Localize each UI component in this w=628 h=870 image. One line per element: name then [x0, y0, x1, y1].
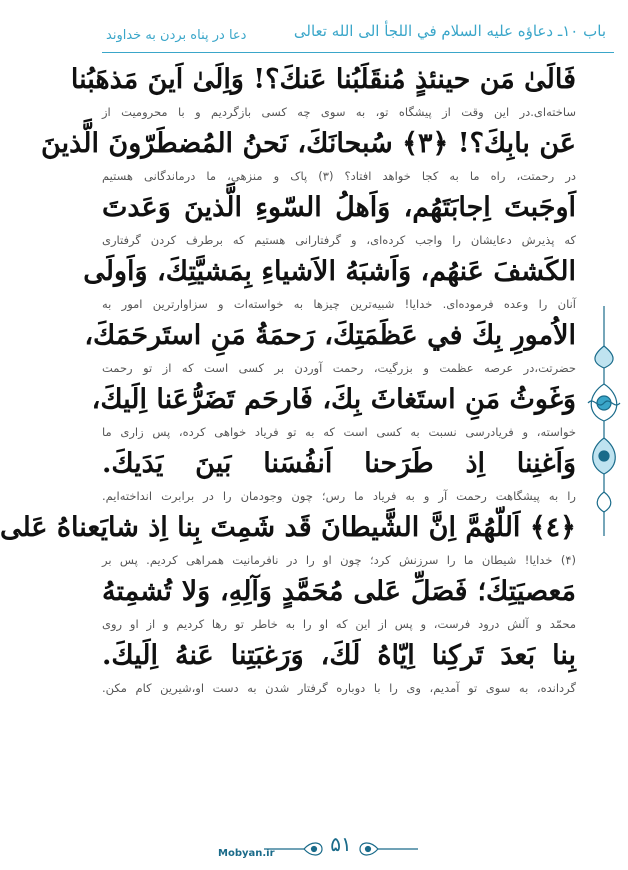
- translation-line: حضرتت،در عرصه عظمت و بزرگیت، رحمت آوردن بر کسی است که از تو رحمت: [102, 361, 576, 375]
- arabic-line: الاُمورِ بِكَ في عَظَمَتِكَ، رَحمَةُ مَنِ استَرحَمَكَ،: [84, 320, 576, 351]
- translation-line: محمّد و آلش درود فرست، و پس از این که او را به خاطر تو رها کردیم و از او روی: [102, 617, 576, 631]
- chapter-title: باب ۱۰ـ دعاؤه عليه السلام في اللجأ الى الله تعالى: [293, 22, 606, 40]
- translation-line: خواسته، و فریادرسی نسبت به کسی است که به تو فریاد خواهی کرده، پس زاری ما: [102, 425, 576, 439]
- translation-line: آنان را وعده فرموده‌ای. خدایا! شبیه‌ترین چیزها به خواسته‌ات و سزاوارترین امور به: [102, 297, 576, 311]
- arabic-line: اَوجَبتَ اِجابَتَهُم، وَاَهلُ السّوءِ الَّذينَ وَعَدتَ: [102, 192, 576, 223]
- arabic-line: بِنا بَعدَ تَركِنا اِيّاهُ لَكَ، وَرَغبَتِنا عَنهُ اِلَيكَ.: [102, 640, 576, 671]
- translation-line: را به پیشگاهت رحمت آر و به فریاد ما رس؛ چون وجودمان را در برابرت انداخته‌ایم.: [102, 489, 576, 503]
- flourish-right-icon: [356, 834, 418, 864]
- page-footer: [88, 826, 628, 870]
- translation-line: که پذیرش دعایشان را واجب کرده‌ای، و گرفتارانی هستیم که برطرف کردن گرفتاری: [102, 233, 576, 247]
- page-number: ۵۱: [330, 832, 352, 856]
- arabic-line: وَاَغنِنا اِذ طَرَحنا اَنفُسَنا بَينَ يَدَيكَ.: [102, 448, 576, 479]
- page-header: [88, 0, 628, 52]
- translation-line: ساخته‌ای.در این وقت از پیشگاه تو، به سوی چه کسی بازگردیم و با محرومیت از: [102, 105, 576, 119]
- site-watermark: Mobyan.ir: [218, 848, 275, 859]
- arabic-line: الكَشفَ عَنهُم، وَاَشبَهُ الاَشياءِ بِمَشيَّتِكَ، وَاَولَى: [83, 256, 576, 287]
- translation-line: در رحمتت، راه ما به کجا خواهد افتاد؟ (۳) پاک و منزهی، ما درماندگانی هستیم: [102, 169, 576, 183]
- arabic-line: مَعصيَتِكَ؛ فَصَلِّ عَلى مُحَمَّدٍ وَآلِهِ، وَلا تُشمِتهُ: [102, 576, 576, 607]
- arabic-line: وَغَوثُ مَنِ استَغاثَ بِكَ، فَارحَم تَضَرُّعَنا اِلَيكَ،: [91, 384, 576, 415]
- arabic-line: عَن بابِكَ؟! ﴿٣﴾ سُبحانَكَ، نَحنُ المُضطَرّونَ الَّذينَ: [41, 128, 576, 159]
- arabic-line: فَالَىٰ مَن حينئذٍ مُنقَلَبُنا عَنكَ؟! وَاِلَىٰ اَينَ مَذهَبُنا: [70, 64, 576, 95]
- chapter-translation: دعا در پناه بردن به خداوند: [106, 28, 247, 43]
- translation-line: (۴) خدایا! شیطان ما را سرزنش کرد؛ چون او را در نافرمانیت همراهی کردیم. پس بر: [102, 553, 576, 567]
- text-body: [0, 58, 576, 698]
- arabic-line: ﴿٤﴾ اَللّهُمَّ اِنَّ الشَّيطانَ قَد شَمِتَ بِنا اِذ شايَعناهُ عَلى: [0, 512, 576, 543]
- translation-line: گردانده، به سوی تو آمدیم، وی را با دوباره گرفتار شدن به دست او،شیرین کام مکن.: [102, 681, 576, 695]
- header-divider: [102, 52, 614, 53]
- arabesque-ornament-icon: [584, 306, 624, 536]
